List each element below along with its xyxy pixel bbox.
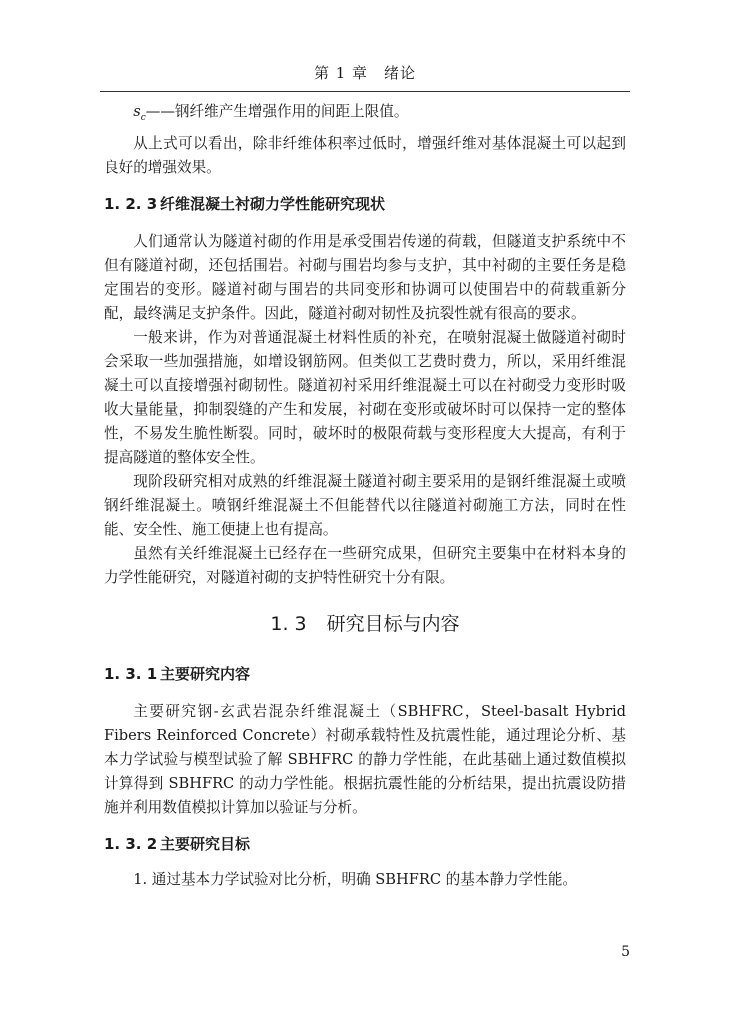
symbol-definition bbox=[104, 100, 626, 130]
paragraph-intro: 从上式可以看出，除非纤维体积率过低时，增强纤维对基体混凝土可以起到良好的增强效果。 bbox=[104, 134, 626, 176]
header-chapter: 第 1 章 bbox=[313, 64, 369, 82]
paragraph: 人们通常认为隧道衬砌的作用是承受围岩传递的荷载，但隧道支护系统中不但有隧道衬砌，还包括围岩。衬砌与围岩均参与支护，其中衬砌的主要任务是稳定围岩的变形。隧道衬砌与围岩的共同变形和协调可以使围岩中的荷载重新分配，最终满足支护条件。因此，隧道衬砌对韧性及抗裂性就有很高的要求。 bbox=[104, 232, 626, 322]
section-heading-1-3-1 bbox=[104, 662, 626, 686]
paragraph: 虽然有关纤维混凝土已经存在一些研究成果，但研究主要集中在材料本身的力学性能研究，对隧道衬砌的支护特性研究十分有限。 bbox=[104, 544, 626, 586]
section-number: 1. 2. 3 bbox=[104, 194, 158, 213]
page-number: 5 bbox=[621, 944, 630, 960]
paragraph: 主要研究钢-玄武岩混杂纤维混凝土（SBHFRC，Steel-basalt Hybrid Fibers Reinforced Concrete）衬砌承载特性及抗震性能，通过理论分析、基本力学试验与模型试验了解 SBHFRC 的静力学性能，在此基础上通过数值模拟计算得到 SBHFRC 的动力学性能。根据抗震性能的分析结果，提出抗震设防措施并利用数值模拟计算加以验证与分析。 bbox=[104, 702, 626, 816]
section-number: 1. 3. 2 bbox=[104, 834, 158, 853]
symbol: $s_c$ bbox=[133, 103, 146, 123]
symbol-text: ——钢纤维产生增强作用的间距上限值。 bbox=[145, 103, 409, 120]
section-heading-1-3-2 bbox=[104, 832, 626, 856]
section-title: 纤维混凝土衬砌力学性能研究现状 bbox=[160, 194, 386, 213]
section-number: 1. 3 bbox=[270, 612, 307, 635]
running-header bbox=[100, 62, 630, 92]
paragraph: 现阶段研究相对成熟的纤维混凝土隧道衬砌主要采用的是钢纤维混凝土或喷钢纤维混凝土。喷钢纤维混凝土不但能替代以往隧道衬砌施工方法，同时在性能、安全性、施工便捷上也有提高。 bbox=[104, 472, 626, 538]
header-title: 绪论 bbox=[384, 64, 417, 82]
section-title: 主要研究目标 bbox=[160, 834, 251, 853]
list-item: 1. 通过基本力学试验对比分析，明确 SBHFRC 的基本静力学性能。 bbox=[133, 870, 578, 888]
section-number: 1. 3. 1 bbox=[104, 664, 158, 683]
paragraph: 一般来讲，作为对普通混凝土材料性质的补充，在喷射混凝土做隧道衬砌时会采取一些加强措施，如增设钢筋网。但类似工艺费时费力，所以，采用纤维混凝土可以直接增强衬砌韧性。隧道初衬采用纤维混凝土可以在衬砌受力变形时吸收大量能量，抑制裂缝的产生和发展，衬砌在变形或破坏时可以保持一定的整体性，不易发生脆性断裂。同时，破坏时的极限荷载与变形程度大大提高，有利于提高隧道的整体安全性。 bbox=[104, 328, 626, 466]
page-body bbox=[104, 100, 626, 892]
section-heading-1-2-3 bbox=[104, 192, 626, 216]
section-heading-1-3 bbox=[104, 610, 626, 638]
section-title: 研究目标与内容 bbox=[326, 612, 460, 635]
section-title: 主要研究内容 bbox=[160, 664, 251, 683]
